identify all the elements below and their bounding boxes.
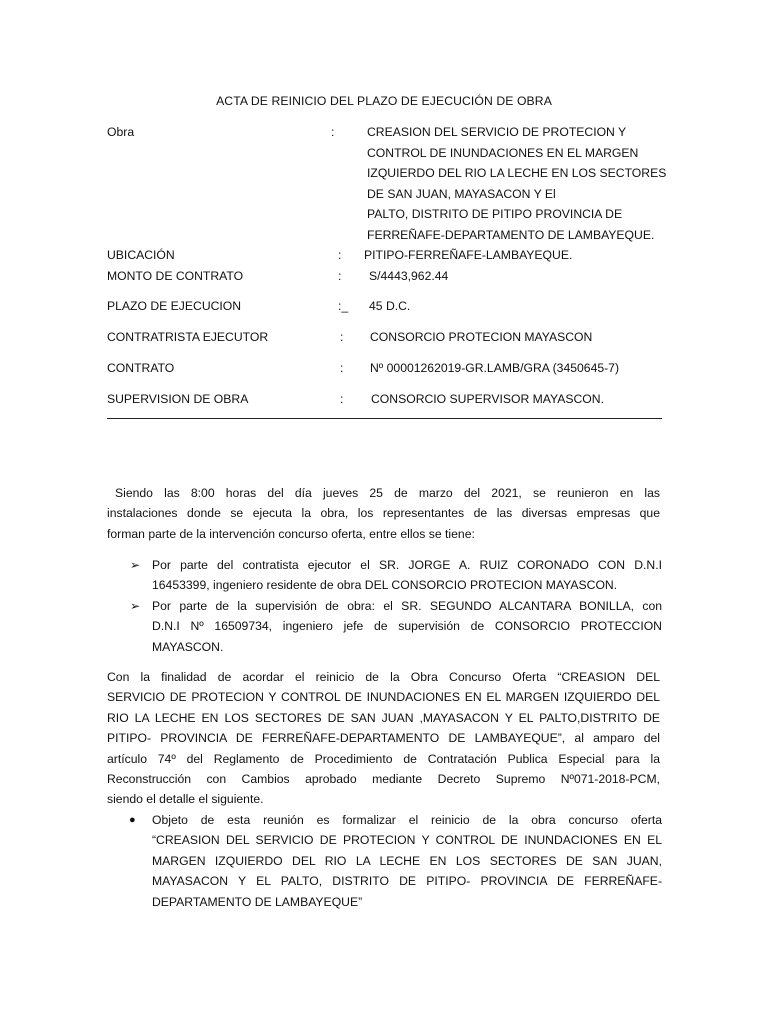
info-row-obra	[107, 122, 667, 246]
obra-value-line: IZQUIERDO DEL RIO LA LECHE EN LOS SECTORES	[367, 166, 667, 180]
ubicacion-label: UBICACIÓN	[107, 248, 175, 262]
participant-line: 16453399, ingeniero residente de obra DEL CONSORCIO PROTECION MAYASCON.	[152, 578, 618, 593]
participant-item	[107, 596, 662, 657]
supervision-colon: :	[340, 392, 344, 406]
objeto-line: DEPARTAMENTO DE LAMBAYEQUE”	[152, 894, 363, 909]
finalidad-line: Reconstrucción con Cambios aprobado mediante Decreto Supremo Nº071-2018-PCM,	[107, 772, 660, 787]
finalidad-line: RIO LA LECHE EN LOS SECTORES DE SAN JUAN ,MAYASACON Y EL PALTO,DISTRITO DE	[107, 710, 660, 725]
monto-value: S/4443,962.44	[369, 269, 449, 283]
plazo-colon: :_	[338, 299, 349, 313]
dot-bullet-icon: ●	[129, 814, 136, 826]
obra-label: Obra	[107, 125, 135, 139]
participant-line: Por parte del contratista ejecutor el SR. JORGE A. RUIZ CORONADO CON D.N.I	[152, 558, 662, 572]
participant-line: MAYASCON.	[152, 639, 224, 654]
obra-value-line: PALTO, DISTRITO DE PITIPO PROVINCIA DE	[367, 207, 623, 221]
participant-line: D.N.I Nº 16509734, ingeniero jefe de supervisión de CONSORCIO PROTECCION	[152, 619, 662, 634]
supervision-label: SUPERVISION DE OBRA	[107, 392, 249, 406]
participant-item	[107, 555, 662, 596]
finalidad-line: siendo el detalle el siguiente.	[107, 792, 264, 807]
contrato-value: Nº 00001262019-GR.LAMB/GRA (3450645-7)	[370, 361, 620, 375]
supervision-value: CONSORCIO SUPERVISOR MAYASCON.	[371, 392, 604, 406]
section-divider	[107, 418, 662, 419]
document-title: ACTA DE REINICIO DEL PLAZO DE EJECUCIÓN DE OBRA	[216, 94, 552, 108]
participants-list	[107, 555, 662, 657]
monto-label: MONTO DE CONTRATO	[107, 269, 244, 283]
intro-line: forman parte de la intervención concurso oferta, entre ellos se tiene:	[107, 526, 475, 541]
objeto-line: “CREASION DEL SERVICIO DE PROTECION Y CONTROL DE INUNDACIONES EN EL	[152, 833, 662, 848]
objeto-list	[107, 810, 662, 912]
obra-value-line: DE SAN JUAN, MAYASACON Y El	[367, 186, 556, 201]
ubicacion-colon: :	[338, 248, 342, 262]
objeto-line: MARGEN IZQUIERDO DEL RIO LA LECHE EN LOS SECTORES DE SAN JUAN,	[152, 853, 662, 868]
contrato-label: CONTRATO	[107, 361, 175, 375]
obra-value-line: CONTROL DE INUNDACIONES EN EL MARGEN	[367, 145, 639, 160]
arrow-bullet-icon: ➢	[130, 558, 141, 572]
finalidad-paragraph	[107, 667, 660, 810]
monto-colon: :	[338, 269, 342, 283]
contratista-colon: :	[340, 330, 344, 344]
intro-paragraph	[107, 483, 660, 544]
obra-colon: :	[331, 125, 335, 139]
ubicacion-value: PITIPO-FERREÑAFE-LAMBAYEQUE.	[364, 248, 573, 262]
contrato-colon: :	[340, 361, 344, 375]
arrow-bullet-icon: ➢	[130, 598, 141, 613]
obra-value-line: CREASION DEL SERVICIO DE PROTECION Y	[367, 125, 627, 139]
objeto-line: MAYASACON Y EL PALTO, DISTRITO DE PITIPO- PROVINCIA DE FERREÑAFE-	[152, 874, 662, 889]
finalidad-line: Con la finalidad de acordar el reinicio de la Obra Concurso Oferta “CREASION DEL	[107, 670, 660, 684]
plazo-label: PLAZO DE EJECUCION	[107, 299, 242, 313]
objeto-item	[107, 810, 662, 912]
obra-value-line: FERREÑAFE-DEPARTAMENTO DE LAMBAYEQUE.	[367, 227, 655, 242]
finalidad-line: PITIPO- PROVINCIA DE FERREÑAFE-DEPARTAMENTO DE LAMBAYEQUE”, al amparo del	[107, 731, 660, 746]
objeto-line: Objeto de esta reunión es formalizar el reinicio de la obra concurso oferta	[152, 813, 662, 827]
participant-line: Por parte de la supervisión de obra: el SR. SEGUNDO ALCANTARA BONILLA, con	[152, 598, 662, 613]
obra-value	[367, 122, 666, 245]
finalidad-line: SERVICIO DE PROTECION Y CONTROL DE INUNDACIONES EN EL MARGEN IZQUIERDO DEL	[107, 690, 660, 705]
contratista-value: CONSORCIO PROTECION MAYASCON	[370, 330, 593, 344]
intro-line: Siendo las 8:00 horas del día jueves 25 de marzo del 2021, se reunieron en las	[115, 486, 660, 500]
intro-line: instalaciones donde se ejecuta la obra, los representantes de las diversas empresas que	[107, 506, 660, 521]
finalidad-line: artículo 74º del Reglamento de Procedimiento de Contratación Publica Especial para la	[107, 751, 660, 766]
plazo-value: 45 D.C.	[369, 299, 411, 313]
contratista-label: CONTRATRISTA EJECUTOR	[107, 330, 269, 344]
